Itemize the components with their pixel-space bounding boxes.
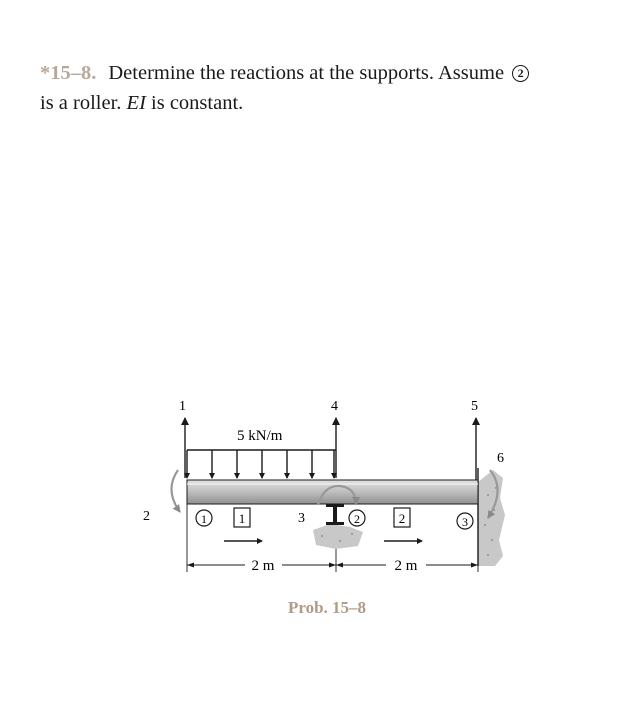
ei-symbol: EI [126, 92, 146, 114]
node-label-3 [457, 513, 473, 529]
dof-label-4: 4 [331, 399, 338, 414]
node-label-1 [196, 510, 212, 526]
svg-text:1: 1 [238, 511, 246, 526]
dimension-label-left: 2 m [251, 558, 275, 574]
dof-label-5: 5 [471, 399, 478, 414]
dimension-label-right: 2 m [394, 558, 418, 574]
figure-caption: Prob. 15–8 [287, 598, 367, 617]
load-label: 5 kN/m [237, 428, 283, 444]
problem-text-line2-post: is constant. [151, 92, 244, 114]
dof-label-6: 6 [497, 451, 504, 466]
problem-text-line1: Determine the reactions at the supports. Assume [108, 62, 505, 84]
dof-label-2: 2 [143, 509, 150, 524]
node-label-2 [349, 510, 365, 526]
dof-label-1: 1 [179, 399, 186, 414]
svg-text:2: 2 [398, 511, 406, 526]
problem-text-line2-pre: is a roller. [40, 92, 122, 114]
figure-caption-wrap [0, 598, 634, 618]
svg-text:2: 2 [354, 512, 360, 526]
distributed-load [187, 450, 336, 478]
dof-label-3: 3 [298, 511, 305, 526]
svg-text:1: 1 [201, 512, 207, 526]
member-label-2 [394, 508, 410, 527]
circled-node-2: 2 [512, 65, 529, 82]
svg-text:3: 3 [462, 515, 468, 529]
fixed-support-wall [478, 468, 505, 566]
member-label-1 [234, 508, 250, 527]
problem-number: *15–8. [40, 62, 97, 84]
dof-rotation-2 [171, 470, 180, 512]
